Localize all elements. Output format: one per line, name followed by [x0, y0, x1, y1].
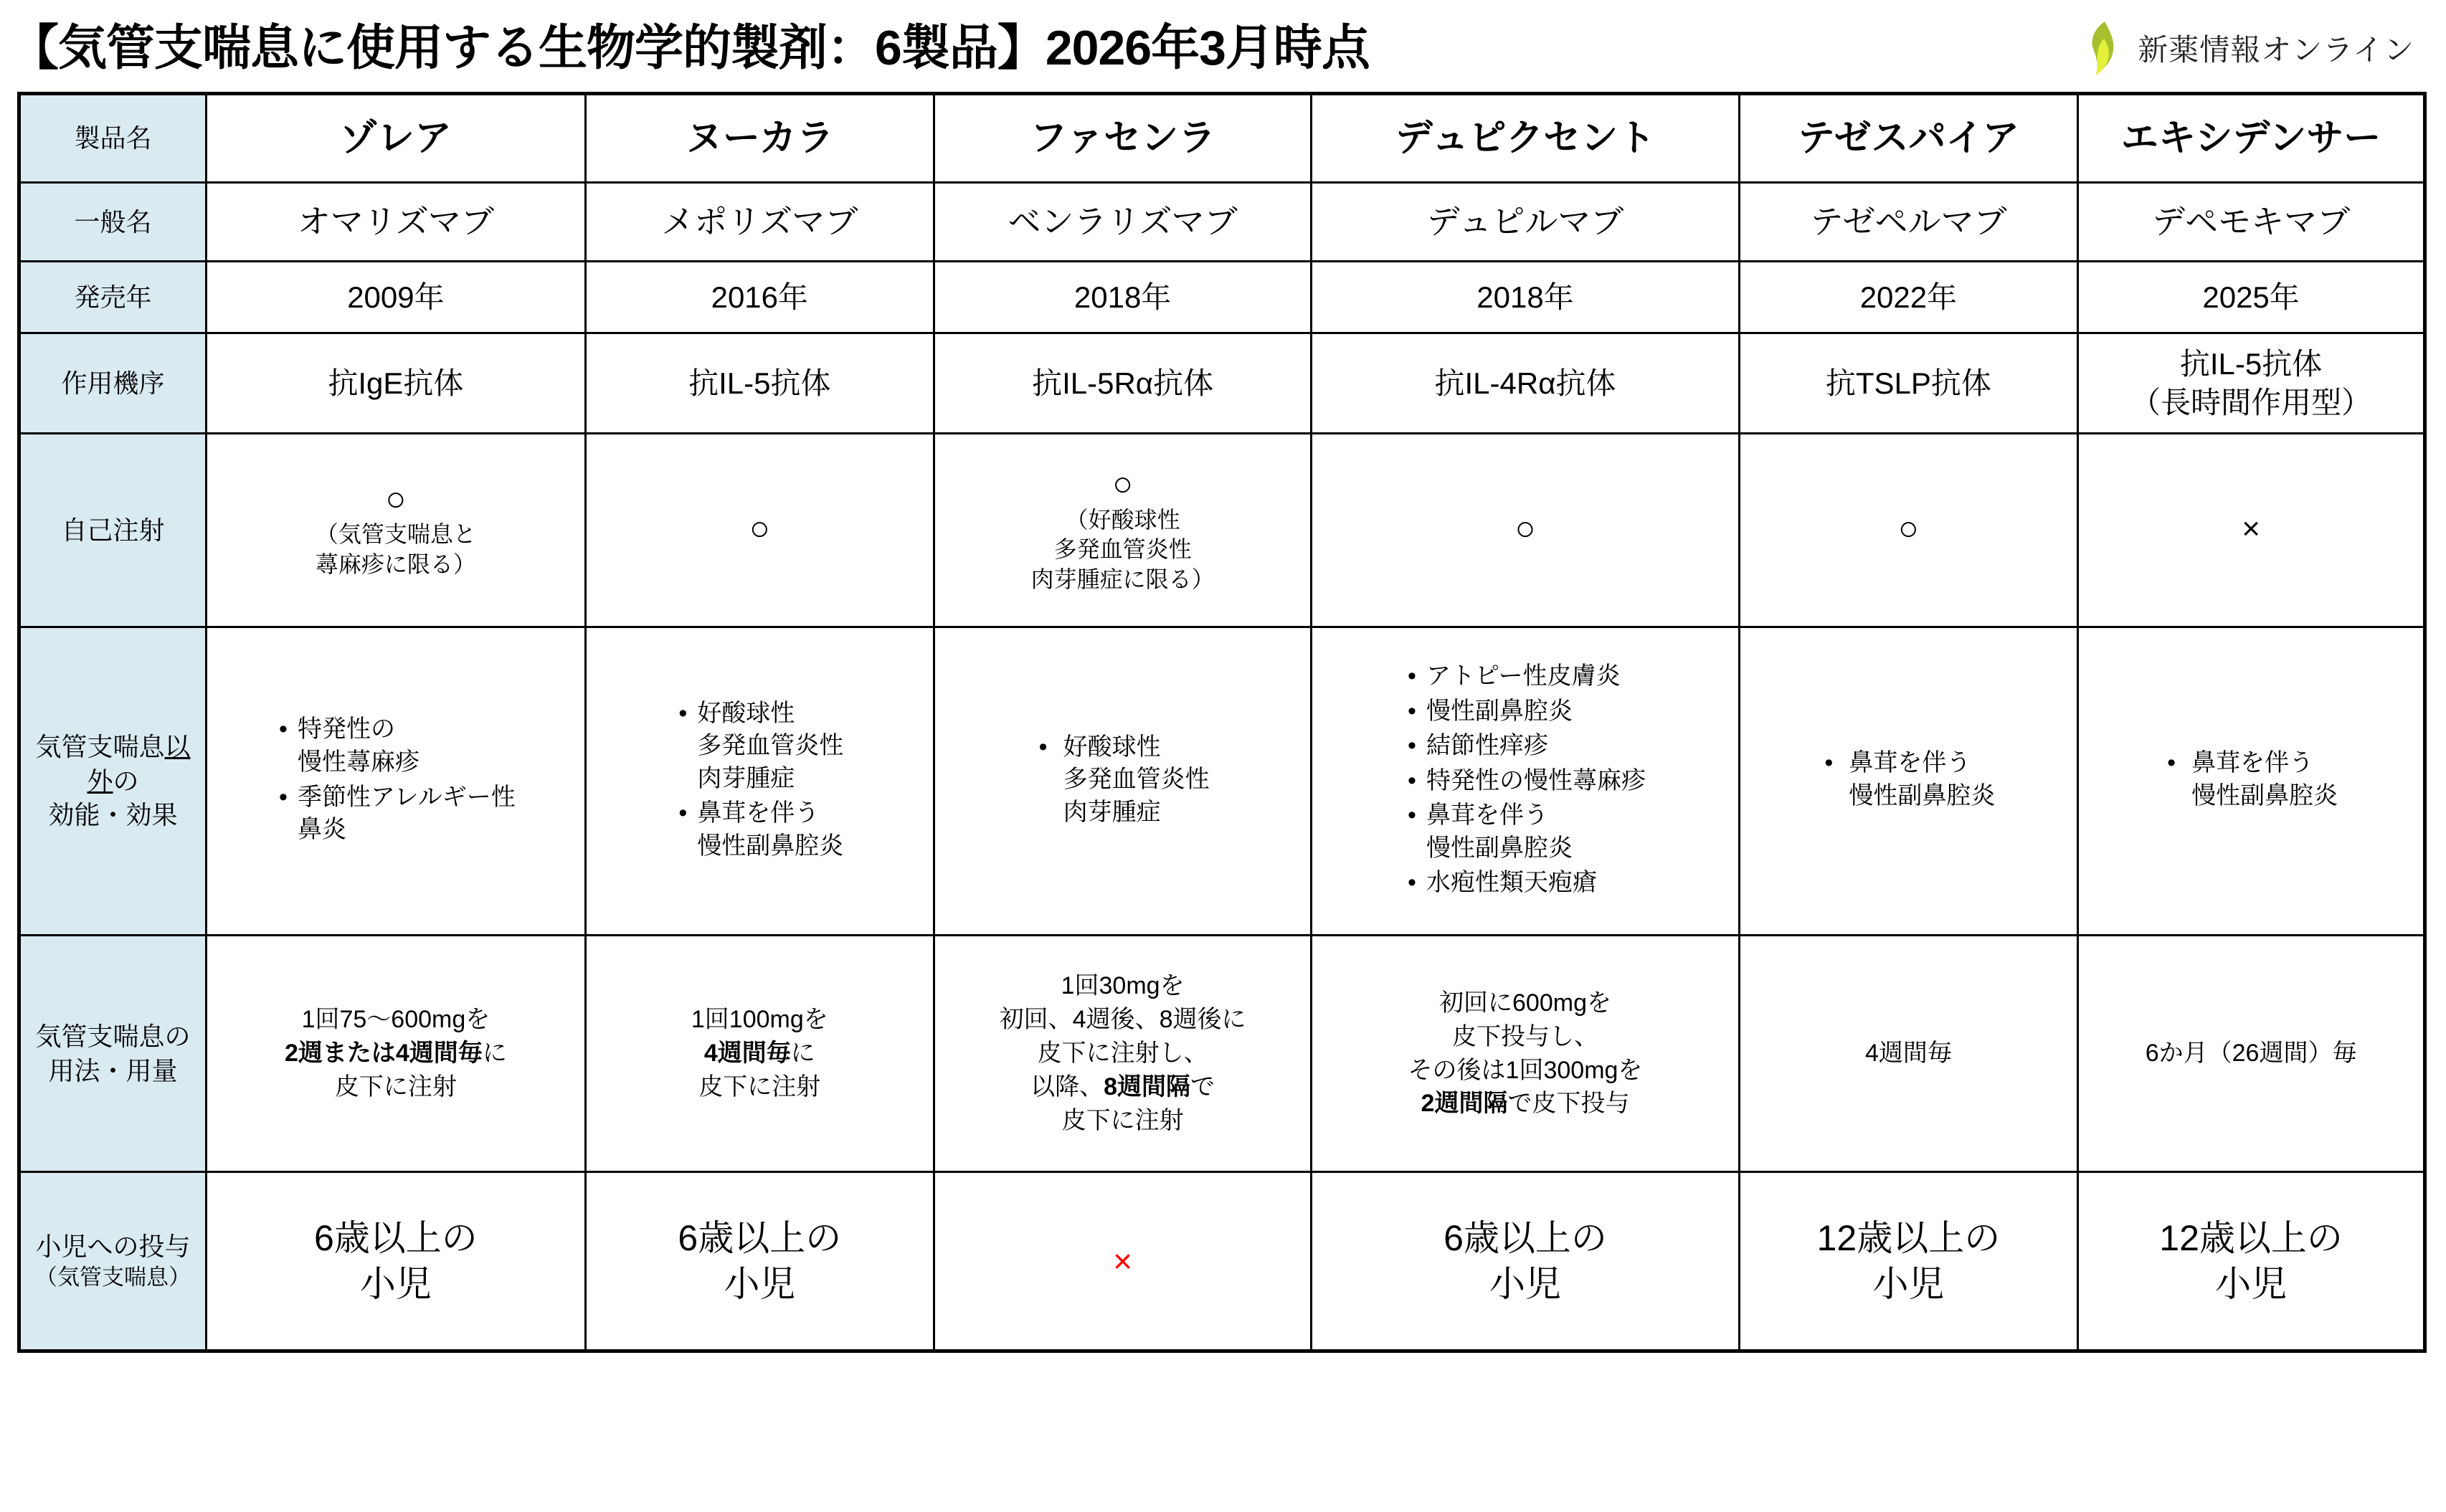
dosage-line — [213, 1003, 579, 1037]
table-cell — [207, 94, 586, 183]
table-row-generic-name — [19, 183, 2425, 262]
row-label-generic: 一般名 — [19, 183, 207, 262]
table-cell — [2078, 1172, 2425, 1351]
biologics-comparison-table — [17, 92, 2427, 1353]
table-cell — [2078, 183, 2425, 262]
self-injection-mark: ○ — [749, 510, 770, 548]
row-label-pediatric — [19, 1172, 207, 1351]
indication-item: • 好酸球性 多発血管炎性 肉芽腫症 — [676, 698, 843, 796]
table-cell — [1739, 434, 2078, 627]
table-cell — [1312, 262, 1739, 333]
table-cell — [207, 333, 586, 434]
dosage-segment: 4週間毎 — [1864, 1040, 1952, 1068]
moa-value: 抗TSLP抗体 — [1825, 366, 1991, 400]
table-cell — [2078, 262, 2425, 333]
indication-item: • 慢性副鼻腔炎 — [1405, 695, 1646, 728]
pediatric-value: 6歳以上の 小児 — [1444, 1218, 1607, 1304]
launch-year-value: 2018年 — [1073, 280, 1172, 314]
dosage-line — [1318, 1087, 1732, 1121]
dosage-value — [2085, 1037, 2417, 1070]
self-injection-mark: × — [2242, 511, 2260, 547]
table-cell — [934, 434, 1312, 627]
dosage-line — [941, 1104, 1305, 1138]
indication-item: • 特発性の 慢性蕁麻疹 — [276, 713, 516, 779]
table-cell — [1739, 262, 2078, 333]
dosage-line — [592, 1037, 927, 1070]
product-name-value: デュピクセント — [1395, 117, 1656, 159]
dosage-segment: 8週間隔 — [1104, 1073, 1191, 1100]
table-cell — [1739, 94, 2078, 183]
table-cell — [934, 333, 1312, 434]
table-cell — [934, 94, 1312, 183]
indication-item: • アトピー性皮膚炎 — [1405, 660, 1646, 693]
dosage-value — [1318, 986, 1732, 1121]
indication-item: • 季節性アレルギー性 鼻炎 — [276, 781, 516, 847]
dosage-segment: で — [1190, 1073, 1215, 1100]
table-cell — [585, 627, 934, 936]
generic-name-value: ベンラリズマブ — [1008, 203, 1238, 241]
table-cell — [1312, 183, 1739, 262]
generic-name-value: デュピルマブ — [1426, 203, 1624, 241]
launch-year-value: 2009年 — [347, 280, 445, 314]
indication-list — [1821, 747, 1995, 814]
table-cell — [207, 627, 586, 936]
moa-value: 抗IgE抗体 — [328, 366, 464, 400]
table-cell — [1312, 434, 1739, 627]
dosage-segment: に — [790, 1040, 815, 1068]
indication-item: • 特発性の慢性蕁麻疹 — [1405, 765, 1646, 798]
dosage-value — [941, 969, 1305, 1138]
table-cell — [1739, 936, 2078, 1172]
table-cell — [2078, 94, 2425, 183]
pediatric-value: 6歳以上の 小児 — [678, 1218, 842, 1304]
row-label-part-2: （気管支喘息） — [35, 1265, 191, 1290]
indication-item: • 結節性痒疹 — [1405, 730, 1646, 763]
generic-name-value: メポリズマブ — [661, 203, 858, 241]
self-injection-mark: ○ — [1112, 465, 1134, 503]
dosage-segment: 4週間毎 — [703, 1040, 791, 1068]
table-cell — [2078, 333, 2425, 434]
leaf-icon — [2080, 20, 2125, 76]
dosage-line — [941, 1070, 1305, 1104]
table-cell — [934, 262, 1312, 333]
table-cell — [934, 627, 1312, 936]
dosage-segment: 1回75〜600mgを — [301, 1006, 490, 1034]
table-row-self-injection — [19, 434, 2425, 627]
dosage-segment: 皮下に注射 — [334, 1073, 457, 1100]
row-label-underlined: 以外 — [87, 732, 191, 796]
table-cell — [934, 183, 1312, 262]
dosage-segment: 1回30mgを — [1061, 972, 1185, 1000]
dosage-segment: 2週または4週間毎 — [284, 1040, 483, 1068]
table-cell — [1312, 94, 1739, 183]
dosage-value — [1746, 1037, 2072, 1070]
dosage-value — [213, 1003, 579, 1104]
indication-item: • 鼻茸を伴う 慢性副鼻腔炎 — [2164, 747, 2338, 812]
table-cell — [585, 1172, 934, 1351]
table-cell — [1312, 936, 1739, 1172]
row-label-part-1: 気管支喘息 — [35, 732, 165, 762]
indication-list — [276, 713, 516, 848]
moa-value: 抗IL-5抗体 （長時間作用型） — [2130, 346, 2372, 419]
dosage-segment: 初回、4週後、8週後に — [999, 1006, 1246, 1034]
dosage-segment: に — [482, 1040, 507, 1068]
dosage-line — [1318, 1020, 1732, 1054]
pediatric-value: 6歳以上の 小児 — [314, 1218, 478, 1304]
table-cell — [934, 1172, 1312, 1351]
row-label-other-indications — [19, 627, 207, 936]
self-injection-note: （気管支喘息と 蕁麻疹に限る） — [315, 521, 476, 577]
dosage-segment: 皮下投与し、 — [1452, 1022, 1598, 1050]
dosage-line — [2085, 1037, 2417, 1070]
table-row-product-name — [19, 94, 2425, 183]
product-name-value: ヌーカラ — [685, 117, 834, 159]
table-cell — [1739, 627, 2078, 936]
dosage-segment: 初回に600mgを — [1439, 989, 1611, 1017]
table-cell — [585, 94, 934, 183]
table-cell — [2078, 627, 2425, 936]
self-injection-mark: ○ — [385, 480, 407, 518]
dosage-segment: 1回100mgを — [691, 1006, 828, 1034]
dosage-segment: その後は1回300mgを — [1408, 1056, 1643, 1084]
brand-logo — [2080, 20, 2422, 76]
dosage-segment: 6か月（26週間）毎 — [2145, 1040, 2357, 1068]
product-name-value: ファセンラ — [1030, 117, 1216, 159]
dosage-segment: 皮下に注射し、 — [1037, 1040, 1208, 1068]
table-cell — [585, 434, 934, 627]
table-cell — [207, 434, 586, 627]
self-injection-mark: ○ — [1897, 510, 1919, 548]
table-row-dosage — [19, 936, 2425, 1172]
table-cell — [2078, 936, 2425, 1172]
row-label-self-injection: 自己注射 — [19, 434, 207, 627]
indication-list — [1405, 660, 1646, 902]
dosage-line — [941, 1037, 1305, 1070]
table-cell — [585, 183, 934, 262]
indication-list — [1036, 731, 1210, 832]
dosage-line — [213, 1070, 579, 1104]
page-title: 【気管支喘息に使用する生物学的製剤：6製品】2026年3月時点 — [10, 21, 1370, 75]
comparison-table-wrapper — [0, 92, 2446, 1353]
product-name-value: テゼスパイア — [1797, 117, 2020, 159]
table-cell — [207, 183, 586, 262]
indication-item: • 鼻茸を伴う 慢性副鼻腔炎 — [676, 797, 843, 862]
row-label-part-3: 効能・効果 — [48, 800, 178, 830]
page-header — [0, 0, 2446, 92]
dosage-line — [1318, 1054, 1732, 1088]
row-label-part-2: 用法・用量 — [48, 1055, 178, 1085]
indication-item: • 鼻茸を伴う 慢性副鼻腔炎 — [1821, 747, 1995, 812]
launch-year-value: 2025年 — [2202, 280, 2300, 314]
brand-name: 新薬情報オンライン — [2138, 33, 2414, 67]
launch-year-value: 2022年 — [1859, 280, 1958, 314]
table-cell — [207, 262, 586, 333]
pediatric-value: 12歳以上の 小児 — [2159, 1218, 2343, 1304]
launch-year-value: 2016年 — [711, 280, 809, 314]
moa-value: 抗IL-4Rα抗体 — [1434, 366, 1616, 400]
table-cell — [585, 333, 934, 434]
table-row-pediatric — [19, 1172, 2425, 1351]
table-row-launch-year — [19, 262, 2425, 333]
dosage-segment: で皮下投与 — [1507, 1090, 1630, 1118]
table-cell — [207, 936, 586, 1172]
indication-list — [676, 698, 843, 865]
table-cell — [1739, 333, 2078, 434]
self-injection-mark: ○ — [1514, 510, 1536, 548]
row-label-launch-year: 発売年 — [19, 262, 207, 333]
table-cell — [1312, 627, 1739, 936]
indication-list — [2164, 747, 2338, 814]
indication-item: • 鼻茸を伴う 慢性副鼻腔炎 — [1405, 799, 1646, 865]
table-cell — [585, 936, 934, 1172]
table-cell — [585, 262, 934, 333]
row-label-moa: 作用機序 — [19, 333, 207, 434]
dosage-segment: 皮下に注射 — [698, 1073, 821, 1100]
table-cell — [2078, 434, 2425, 627]
generic-name-value: オマリズマブ — [297, 203, 494, 241]
table-cell — [1312, 1172, 1739, 1351]
row-label-part-1: 小児への投与 — [35, 1231, 191, 1261]
table-cell — [1312, 333, 1739, 434]
dosage-line — [592, 1070, 927, 1104]
table-row-moa — [19, 333, 2425, 434]
self-injection-note: （好酸球性 多発血管炎性 肉芽腫症に限る） — [1030, 506, 1215, 592]
generic-name-value: テゼペルマブ — [1810, 203, 2007, 241]
row-label-dosage — [19, 936, 207, 1172]
row-label-part-2: の — [113, 766, 139, 796]
table-cell — [934, 936, 1312, 1172]
dosage-line — [213, 1037, 579, 1070]
table-row-other-indications — [19, 627, 2425, 936]
dosage-line — [941, 969, 1305, 1003]
dosage-line — [1746, 1037, 2072, 1070]
pediatric-mark: × — [1113, 1242, 1133, 1280]
row-label-part-1: 気管支喘息の — [35, 1021, 191, 1051]
table-cell — [207, 1172, 586, 1351]
row-label-product: 製品名 — [19, 94, 207, 183]
generic-name-value: デペモキマブ — [2152, 203, 2351, 241]
moa-value: 抗IL-5Rα抗体 — [1032, 366, 1214, 400]
indication-item: • 好酸球性 多発血管炎性 肉芽腫症 — [1036, 731, 1210, 829]
dosage-segment: 皮下に注射 — [1061, 1106, 1184, 1134]
table-cell — [1739, 1172, 2078, 1351]
indication-item: • 水疱性類天疱瘡 — [1405, 867, 1646, 900]
moa-value: 抗IL-5抗体 — [688, 366, 831, 400]
dosage-line — [592, 1003, 927, 1037]
dosage-segment: 2週間隔 — [1421, 1090, 1508, 1118]
product-name-value: エキシデンサー — [2120, 117, 2381, 159]
dosage-line — [941, 1003, 1305, 1037]
dosage-line — [1318, 986, 1732, 1020]
product-name-value: ゾレア — [339, 117, 452, 159]
table-cell — [1739, 183, 2078, 262]
launch-year-value: 2018年 — [1476, 280, 1574, 314]
dosage-segment: 以降、 — [1030, 1073, 1104, 1100]
pediatric-value: 12歳以上の 小児 — [1816, 1218, 2001, 1304]
dosage-value — [592, 1003, 927, 1104]
